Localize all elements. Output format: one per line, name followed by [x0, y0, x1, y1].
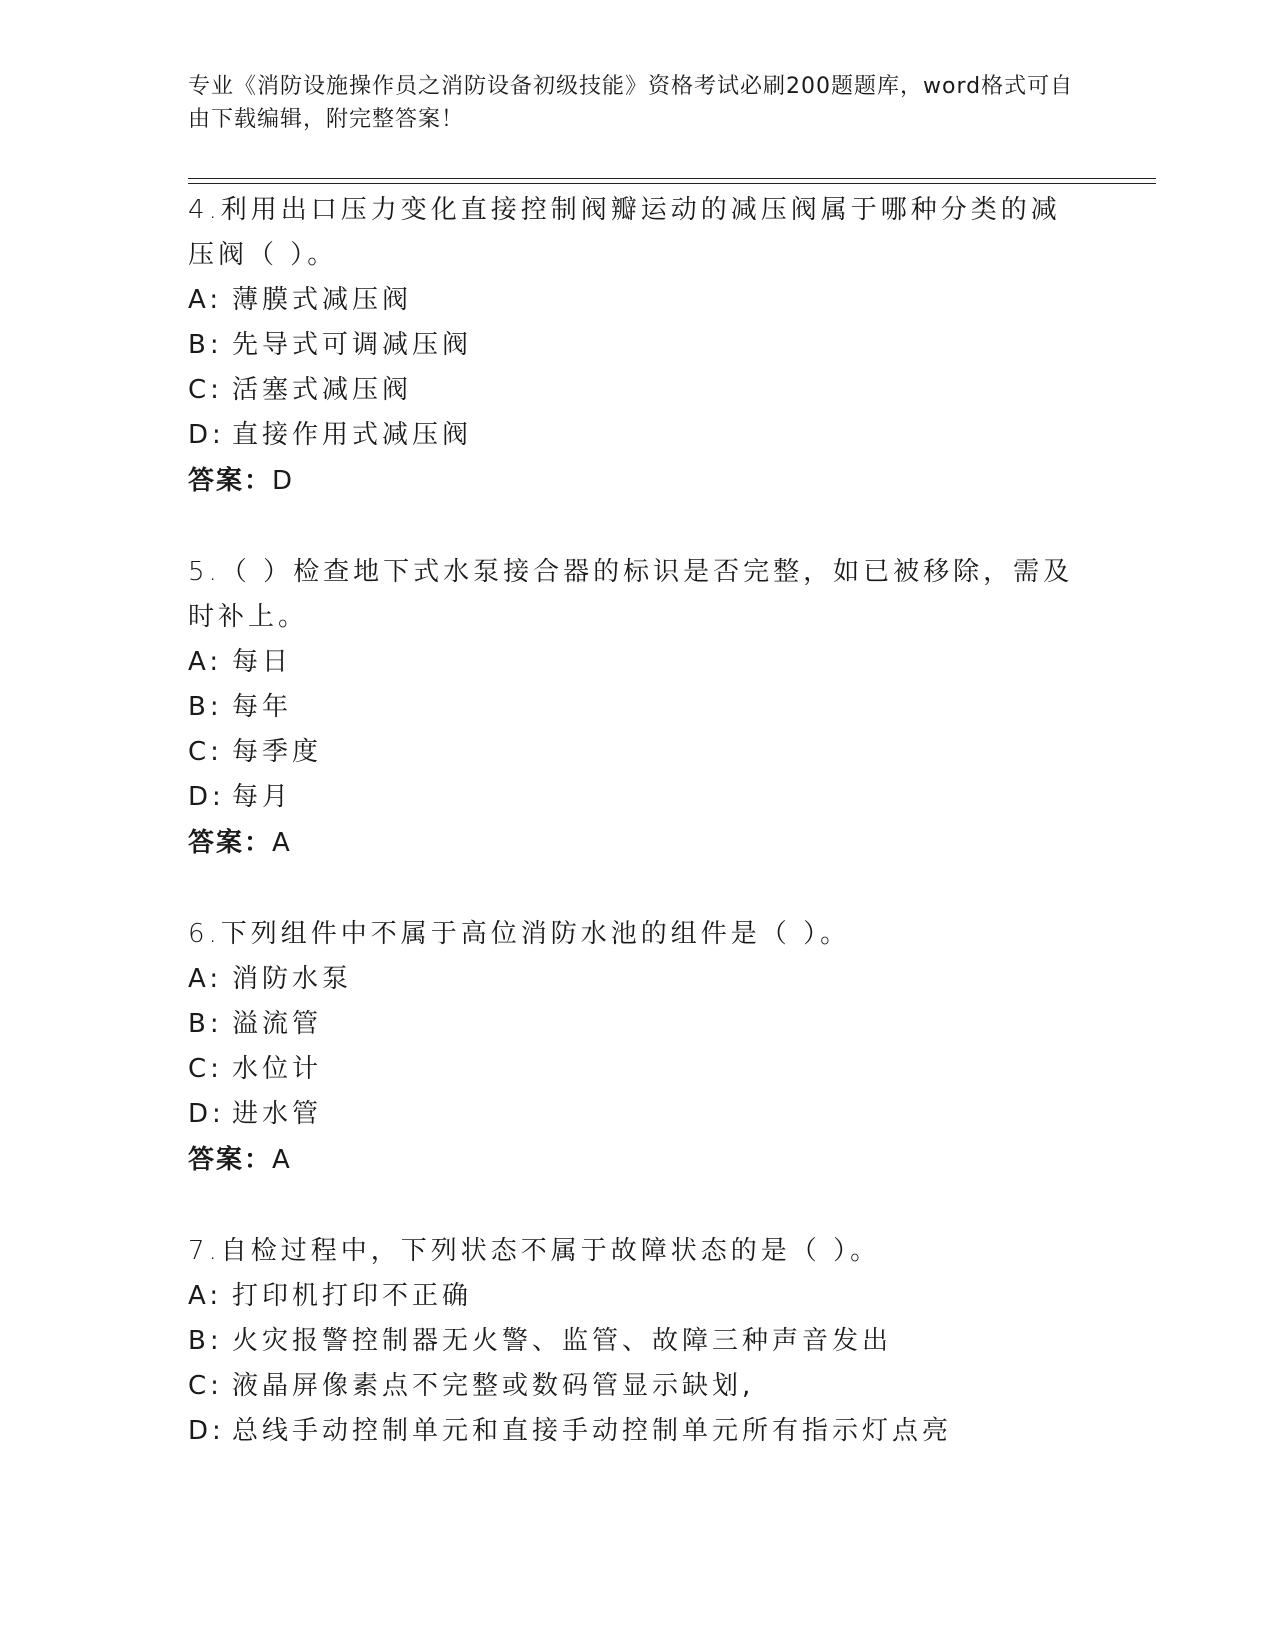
option-key: C:	[188, 737, 223, 767]
option-text: 先导式可调减压阀	[232, 330, 473, 360]
option-key: D:	[188, 420, 225, 450]
question-5	[188, 550, 1088, 866]
option-text: 水位计	[232, 1054, 323, 1084]
option-key: B:	[188, 692, 223, 722]
option-b	[188, 1002, 1088, 1047]
option-text: 液晶屏像素点不完整或数码管显示缺划,	[232, 1371, 755, 1401]
option-c	[188, 368, 1088, 413]
question-list	[188, 188, 1088, 1500]
answer-label: 答案：	[188, 1145, 273, 1175]
option-text: 溢流管	[232, 1009, 323, 1039]
option-d	[188, 775, 1088, 820]
option-text: 消防水泵	[232, 964, 353, 994]
option-text: 每年	[232, 692, 293, 722]
question-4	[188, 188, 1088, 504]
option-text: 薄膜式减压阀	[232, 285, 413, 315]
answer-label: 答案：	[188, 466, 273, 496]
option-text: 火灾报警控制器无火警、监管、故障三种声音发出	[232, 1326, 893, 1356]
option-b	[188, 685, 1088, 730]
question-7	[188, 1229, 1088, 1454]
option-text: 活塞式减压阀	[232, 375, 413, 405]
option-key: B:	[188, 1009, 223, 1039]
option-text: 每日	[232, 647, 293, 677]
answer-line	[188, 820, 1088, 866]
option-key: C:	[188, 1054, 223, 1084]
option-key: A:	[188, 285, 223, 315]
option-key: A:	[188, 964, 223, 994]
answer-value: A	[272, 828, 292, 858]
answer-label: 答案：	[188, 828, 273, 858]
option-text: 每季度	[232, 737, 323, 767]
option-d	[188, 1092, 1088, 1137]
option-text: 打印机打印不正确	[232, 1281, 473, 1311]
option-a	[188, 957, 1088, 1002]
option-d	[188, 1409, 1088, 1454]
answer-line	[188, 458, 1088, 504]
option-key: C:	[188, 375, 223, 405]
option-key: D:	[188, 1099, 225, 1129]
option-key: B:	[188, 1326, 223, 1356]
question-stem: 4.利用出口压力变化直接控制阀瓣运动的减压阀属于哪种分类的减压阀（ ）。	[188, 195, 1061, 270]
answer-line	[188, 1137, 1088, 1183]
option-text: 直接作用式减压阀	[232, 420, 473, 450]
option-key: A:	[188, 647, 223, 677]
option-a	[188, 1274, 1088, 1319]
answer-value: A	[272, 1145, 292, 1175]
option-a	[188, 278, 1088, 323]
option-c	[188, 1047, 1088, 1092]
option-text: 总线手动控制单元和直接手动控制单元所有指示灯点亮	[232, 1416, 953, 1446]
option-key: D:	[188, 1416, 225, 1446]
option-key: A:	[188, 1281, 223, 1311]
question-6	[188, 912, 1088, 1183]
question-stem: 7.自检过程中，下列状态不属于故障状态的是（ ）。	[188, 1236, 881, 1266]
option-key: D:	[188, 782, 225, 812]
option-text: 进水管	[232, 1099, 323, 1129]
answer-value: D	[272, 466, 295, 496]
header-rule-bottom	[188, 183, 1156, 184]
header-rule-top	[188, 178, 1156, 179]
option-c	[188, 1364, 1088, 1409]
question-stem: 5.（ ）检查地下式水泵接合器的标识是否完整，如已被移除，需及时补上。	[188, 557, 1074, 632]
option-a	[188, 640, 1088, 685]
option-c	[188, 730, 1088, 775]
option-text: 每月	[232, 782, 293, 812]
option-d	[188, 413, 1088, 458]
option-key: B:	[188, 330, 223, 360]
document-header: 专业《消防设施操作员之消防设备初级技能》资格考试必刷200题题库，word格式可自由下载编辑，附完整答案！	[188, 74, 1074, 132]
option-b	[188, 323, 1088, 368]
option-b	[188, 1319, 1088, 1364]
option-key: C:	[188, 1371, 223, 1401]
question-stem: 6.下列组件中不属于高位消防水池的组件是（ ）。	[188, 919, 851, 949]
